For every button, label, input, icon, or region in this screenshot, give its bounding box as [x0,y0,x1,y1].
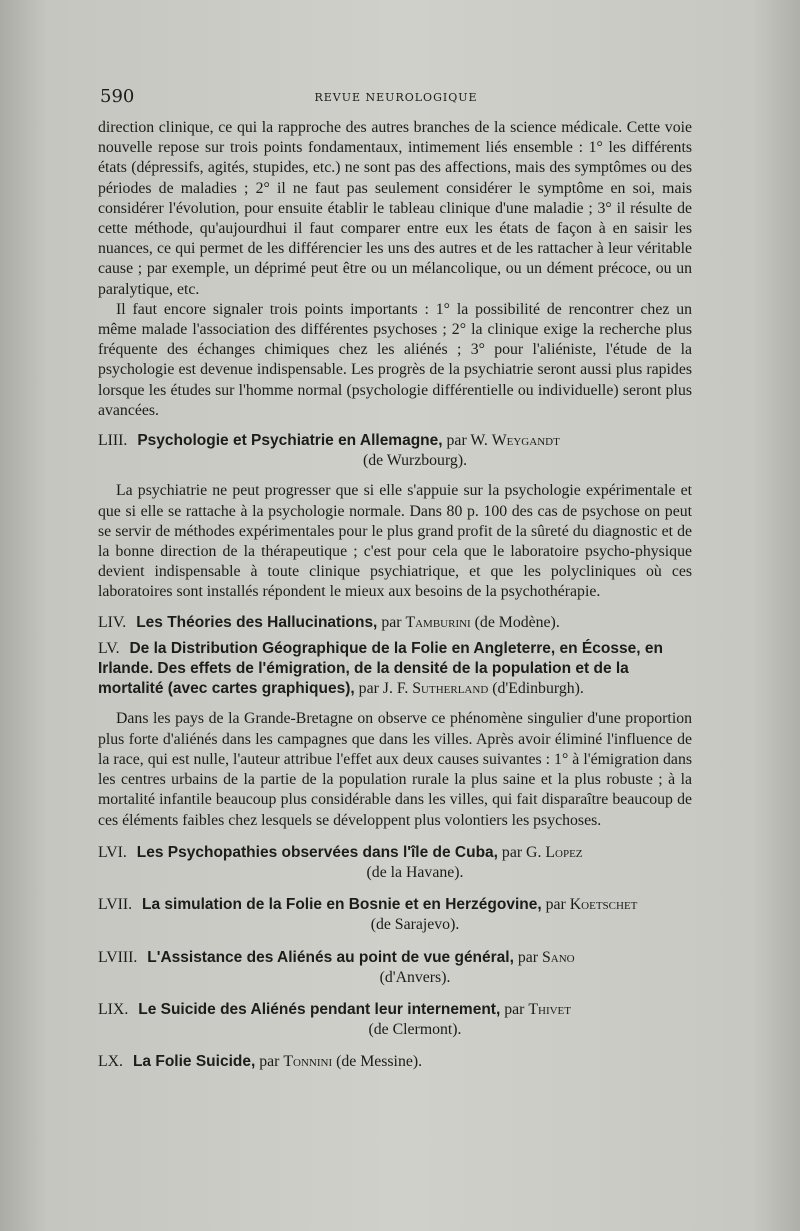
entry-number: LV. [98,639,120,657]
entry-number: LIII. [98,432,128,450]
entry-par: par [381,613,402,631]
entry-place: (de Modène). [474,613,560,631]
entry-author: Weygandt [491,432,560,450]
entry-lix [98,1000,692,1040]
page-number: 590 [100,86,135,107]
entry-liii [98,431,692,471]
entry-number: LVI. [98,843,127,861]
entry-author: Tamburini [405,613,471,631]
entry-author: Sano [542,948,575,966]
entry-par: par [259,1053,280,1071]
entry-title: Les Psychopathies observées dans l'île de Cuba, [136,843,498,861]
entry-lvii [98,895,692,935]
entry-number: LIV. [98,613,127,631]
entry-title: De la Distribution Géographique de la Folie en Angleterre, en Écosse, en Irlande. Des effets de l'émigration, de la densité de la population et de la mortalité (avec cartes graphiques), [98,639,663,698]
entry-place: (de Clermont). [368,1021,462,1039]
entry-author: Tonnini [283,1053,333,1071]
entry-author: Sutherland [412,680,489,698]
entry-title: Les Théories des Hallucinations, [136,613,378,631]
entry-author: Koetschet [569,896,638,914]
paragraph-important-points: Il faut encore signaler trois points importants : 1° la possibilité de rencontrer chez un même malade l'association des différentes psychoses ; 2° la clinique exige la recherche plus fréquente des échanges chimiques chez les aliénés ; 3° pour l'aliéniste, l'étude de la psychologie est devenue indispensable. Les progrès de la psychiatrie seront aussi plus rapides lorsque les études sur l'homme normal (psychologie différentielle ou individuelle) seront plus avancées. [98,300,692,419]
entry-place: (de Wurzbourg). [362,452,468,470]
paragraph-experimental-psychology: La psychiatrie ne peut progresser que si elle s'appuie sur la psychologie expérimentale et que si elle se rattache à la psychologie normale. Dans 80 p. 100 des cas de psychose on peut se servir de méthodes expérimentales pour le plus grand profit de la sûreté du diagnostic et de la bonne direction de la thérapeutique ; c'est pour cela que le laboratoire psycho-physique devient indispensable à toute clinique psychiatrique, et que les polycliniques où ces laboratoires sont installés répondent le mieux aux besoins de la psychothérapie. [98,482,692,601]
entry-par: par W. [446,432,488,450]
entry-number: LX. [98,1053,124,1071]
entry-number: LVII. [98,896,133,914]
entry-number: LIX. [98,1000,129,1018]
entry-lviii [98,948,692,988]
entry-place: (d'Edinburgh). [492,680,584,698]
entry-title: La simulation de la Folie en Bosnie et en Herzégovine, [142,896,542,914]
entry-title: La Folie Suicide, [132,1053,256,1071]
entry-liv [98,613,692,633]
entry-title: Psychologie et Psychiatrie en Allemagne, [137,432,443,450]
entry-lv [98,639,692,700]
entry-lx [98,1052,692,1072]
entry-place: (de la Havane). [366,863,464,881]
entry-par: par J. F. [358,680,409,698]
entry-title: Le Suicide des Aliénés pendant leur internement, [138,1000,501,1018]
journal-title: REVUE NEUROLOGIQUE [314,91,478,104]
entry-place: (d'Anvers). [379,968,451,986]
entry-par: par [504,1000,525,1018]
paragraph-clinical-direction: direction clinique, ce qui la rapproche des autres branches de la science médicale. Cette voie nouvelle repose sur trois points fondamentaux, intimement liés ensemble : 1° les différents états (dépressifs, agités, stupides, etc.) ne sont pas des affections, mais des symptômes ou des périodes de maladies ; 2° il ne faut pas seulement considérer le symptôme en soi, mais considérer l'évolution, pour ensuite établir le tableau clinique d'une maladie ; 3° il résulte de cette méthode, qu'aujourdhui il faut comparer entre eux les états de façon à en saisir les nuances, ce qui permet de les différencier les uns des autres et de les rattacher à leur véritable cause ; par exemple, un déprimé peut être ou un mélancolique, ou un dément précoce, ou un paralytique, etc. [98,119,692,298]
entry-title: L'Assistance des Aliénés au point de vue général, [147,948,514,966]
entry-par: par G. [501,843,542,861]
entry-author: Lopez [545,843,583,861]
entry-par: par [545,896,566,914]
paragraph-great-britain: Dans les pays de la Grande-Bretagne on observe ce phénomène singulier d'une proportion plus forte d'aliénés dans les campagnes que dans les villes. Après avoir éliminé l'influence de la race, qui est nulle, l'auteur attribue l'effet aux deux causes suivantes : 1° à l'émigration dans les centres urbains de la partie de la population rurale la plus saine et la plus robuste ; à la mortalité infantile beaucoup plus considérable dans les villes, qui fait disparaître beaucoup de ces éléments faibles chez lesquels se développent plus volontiers les psychoses. [98,710,692,829]
article-body [98,118,692,1073]
entry-place: (de Sarajevo). [370,916,460,934]
entry-author: Thivet [528,1000,571,1018]
entry-par: par [517,948,539,966]
entry-lvi [98,843,692,883]
running-header [100,86,692,110]
entry-place: (de Messine). [336,1053,423,1071]
entry-number: LVIII. [98,948,138,966]
